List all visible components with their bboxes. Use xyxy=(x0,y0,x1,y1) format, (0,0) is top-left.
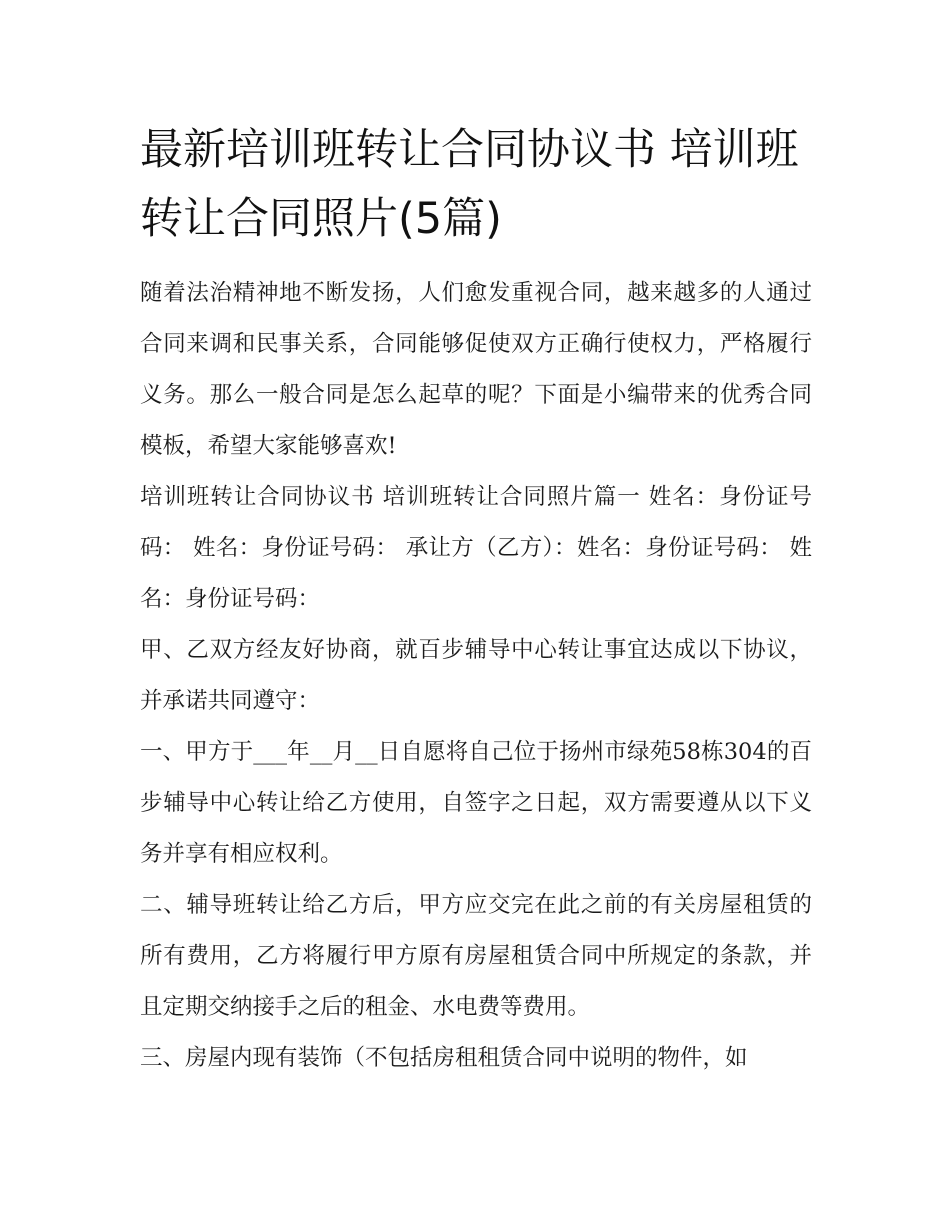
clause-3: 三、房屋内现有装饰（不包括房租租赁合同中说明的物件，如 xyxy=(140,1045,748,1071)
document-body xyxy=(140,116,812,1084)
clause-2: 二、辅导班转让给乙方后，甲方应交完在此之前的有关房屋租赁的所有费用，乙方将履行甲方原有房屋租赁合同中所规定的条款，并且定期交纳接手之后的租金、水电费等费用。 xyxy=(140,892,812,1020)
intro-paragraph: 随着法治精神地不断发扬，人们愈发重视合同，越来越多的人通过合同来调和民事关系，合同能够促使双方正确行使权力，严格履行义务。那么一般合同是怎么起草的呢？下面是小编带来的优秀合同模板，希望大家能够喜欢! xyxy=(140,280,812,459)
agreement-preamble: 甲、乙双方经友好协商，就百步辅导中心转让事宜达成以下协议，并承诺共同遵守： xyxy=(140,637,812,714)
parties-paragraph: 培训班转让合同协议书 培训班转让合同照片篇一 姓名：身份证号码： 姓名：身份证号码： 承让方（乙方）：姓名：身份证号码： 姓名：身份证号码： xyxy=(140,484,812,612)
clause-1: 一、甲方于___年__月__日自愿将自己位于扬州市绿苑58栋304的百步辅导中心转让给乙方使用，自签字之日起，双方需要遵从以下义务并享有相应权利。 xyxy=(140,739,812,867)
document-title: 最新培训班转让合同协议书 培训班转让合同照片(5篇) xyxy=(140,125,799,244)
